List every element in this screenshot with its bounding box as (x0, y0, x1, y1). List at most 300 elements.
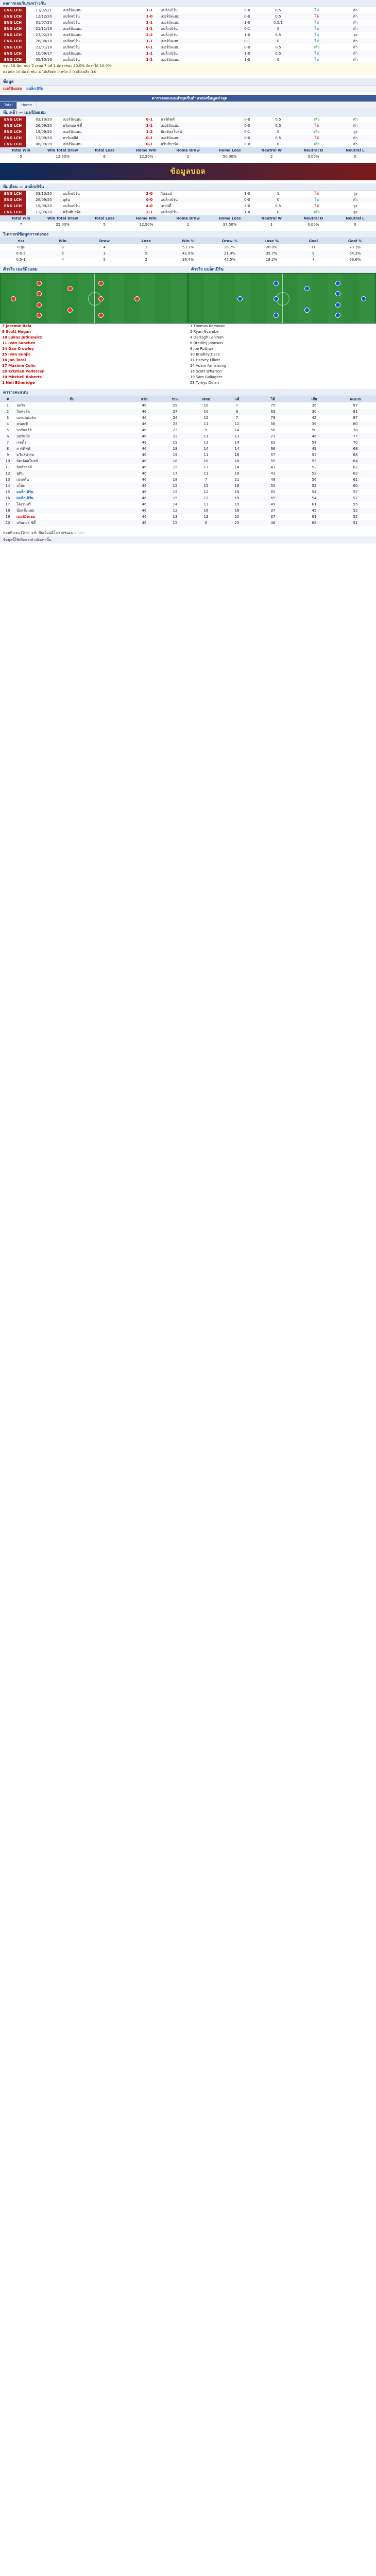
standing-cell: 18 (160, 446, 191, 452)
handicap-result: เสีย (314, 142, 320, 146)
handicap: 0 (258, 26, 299, 32)
standings-row (0, 489, 376, 495)
team-name: เบรนท์ฟอร์ด (16, 415, 36, 420)
league-badge: ENG LCH (0, 26, 26, 32)
over-under: ต่ำ (335, 197, 376, 203)
standing-cell: 11 (203, 453, 209, 457)
odds-row (0, 250, 376, 257)
standing-cell: 61 (353, 478, 358, 482)
handicap-result: ได้ (299, 123, 335, 129)
match-row (0, 116, 376, 123)
column-header: Home Loss (209, 215, 251, 222)
home-team: บริสตอล ซิตี้ (62, 123, 139, 129)
score: 4-0 (146, 204, 153, 208)
standing-cell: 21 (234, 478, 240, 482)
standing-cell: 19 (173, 453, 178, 457)
standing-cell: 7 (6, 440, 9, 445)
away-recent-header: ทีมเยือน — แบล็กเบิร์น (0, 183, 376, 191)
standing-cell: 30 (294, 409, 335, 415)
team-name: มิดเดิลสโบรห์ (15, 458, 129, 464)
away-team: มิดเดิลสโบรห์ (161, 129, 182, 134)
handicap: 0.5 (258, 13, 299, 20)
odds-cell: 6 (42, 250, 83, 257)
standings-row (0, 409, 376, 415)
stat-cell: 5 (103, 223, 106, 227)
league-badge: ENG LCH (0, 209, 26, 215)
home-team: เบอร์มิงแฮม (63, 117, 82, 122)
league-badge: ENG LCH (0, 123, 26, 129)
standing-cell: 16 (0, 495, 15, 501)
home-team: แบล็กเบิร์น (63, 204, 80, 208)
home-lineup (0, 266, 188, 386)
score: 1-1 (146, 21, 153, 25)
standings-row (0, 501, 376, 507)
home-team: แบล็กเบิร์น (63, 57, 80, 62)
standing-cell: 37 (270, 515, 276, 519)
over-under: สูง (353, 129, 357, 134)
score: 1-0 (139, 13, 160, 20)
stat-cell: 0 (354, 155, 356, 159)
odds-cell: 36.4% (182, 258, 194, 262)
league-badge: ENG LCH (0, 32, 26, 38)
standing-cell: 61 (312, 515, 317, 519)
odds-cell: 63.6% (349, 258, 361, 262)
column-header: Draw % (209, 238, 251, 244)
standing-cell: 24 (173, 416, 178, 420)
standing-cell: 46 (142, 428, 147, 432)
stat-cell: 2 (270, 155, 273, 159)
tab-home[interactable]: Home (17, 102, 37, 109)
home-team: แบล็กเบิร์น (63, 191, 80, 196)
score: 0-1 (139, 135, 160, 141)
match-row (0, 203, 376, 209)
standing-cell: 52 (294, 483, 335, 489)
handicap: 0 (258, 209, 299, 215)
home-lineup-title: ตัวจริง เบอร์มิงแฮม (0, 266, 188, 273)
standing-cell: 16 (234, 453, 240, 457)
handicap-result: ไม่ (299, 26, 335, 32)
half-time-score: 0-0 (244, 117, 250, 122)
odds-cell: 53.3% (182, 245, 194, 249)
standings-row (0, 402, 376, 409)
standing-cell: 10 (203, 403, 209, 408)
over-under: ต่ำ (335, 38, 376, 44)
standing-cell: 18 (0, 507, 15, 514)
standing-cell: 15 (5, 490, 10, 494)
standing-cell: 11 (5, 465, 10, 469)
match-row (0, 129, 376, 135)
standing-cell: 15 (173, 490, 178, 494)
odds-cell: 5 (103, 258, 106, 262)
away-team: เคาน์ตี้ (161, 204, 172, 208)
player-name: 10 Lukas Jutkiewicz (2, 335, 42, 340)
standing-cell: 13 (203, 515, 209, 519)
team-name: น็อตติ้งแฮม (15, 507, 129, 514)
standing-cell: 19 (221, 495, 252, 501)
standing-cell: 46 (129, 483, 160, 489)
league-badge: ENG LCH (0, 20, 26, 26)
player-name: 10 Bradley Dack (190, 352, 220, 357)
home-pitch (0, 273, 188, 324)
standing-cell: 11 (191, 421, 221, 427)
standing-cell: 11 (191, 470, 221, 477)
standing-cell: 17 (203, 465, 209, 469)
over-under: สูง (353, 32, 357, 37)
standing-cell: 49 (270, 478, 276, 482)
standing-cell: 46 (129, 458, 160, 464)
odds-cell: 73.3% (349, 245, 361, 249)
standing-cell: 97 (353, 403, 358, 408)
team-name: ควีนส์ปาร์ค (16, 452, 35, 457)
score: 0-1 (146, 142, 153, 146)
column-header: แพ้ (221, 396, 252, 402)
home-team: ควีนส์ปาร์ค (62, 209, 139, 215)
column-header: Home Win (125, 147, 167, 154)
standing-cell: 22 (160, 433, 191, 439)
standing-cell: 66 (252, 446, 294, 452)
stat-cell: 12.50% (139, 223, 153, 227)
standing-cell: 52 (312, 465, 317, 469)
column-header: Neutral L (334, 215, 376, 222)
player-name: 11 Ivan Sanchez (2, 341, 36, 345)
standing-cell: 65 (270, 490, 276, 494)
standing-cell: 61 (312, 502, 317, 506)
standing-cell: 13 (203, 502, 209, 506)
match-row (0, 123, 376, 129)
column-header: ได้ (252, 396, 294, 402)
tab-total[interactable]: Total (0, 102, 17, 109)
match-row (0, 44, 376, 50)
away-team: คาร์ดิฟฟ์ (161, 117, 175, 122)
away-team: เบอร์มิงแฮม (160, 38, 237, 44)
league-badge: ENG LCH (0, 13, 26, 20)
column-header: # (0, 396, 15, 402)
standing-cell: 18 (221, 470, 252, 477)
half-time-score: 0-0 (244, 142, 250, 146)
standing-cell: 62 (353, 465, 358, 469)
stat-cell: 50.00% (223, 155, 237, 159)
handicap: 1 (277, 192, 280, 196)
column-header: เสมอ (191, 396, 221, 402)
standings-row (0, 483, 376, 489)
handicap-result: ได้ (314, 204, 319, 208)
score: 0-1 (146, 45, 153, 49)
match-date: 10/09/17 (26, 50, 62, 57)
player-name: 11 Harvey Elliott (190, 358, 220, 362)
half-time-score: 1-0 (237, 50, 258, 57)
column-header: Lose (125, 238, 167, 244)
score: 1-1 (146, 8, 153, 12)
half-time-score: 0-1 (244, 130, 250, 134)
match-date: 12/09/20 (26, 135, 62, 141)
score: 1-1 (139, 123, 160, 129)
half-time-score: 0-0 (237, 123, 258, 129)
match-date: 19/09/20 (36, 204, 52, 208)
standing-cell: 60 (335, 483, 376, 489)
away-team: แบล็กเบิร์น (161, 8, 178, 12)
score: 1-1 (139, 26, 160, 32)
standing-cell: 57 (353, 490, 358, 494)
over-under: ต่ำ (353, 57, 358, 62)
standing-cell: 52 (294, 470, 335, 477)
standing-cell: 46 (142, 416, 147, 420)
standing-cell: 55 (353, 502, 358, 506)
standing-cell: 46 (294, 433, 335, 439)
standing-cell: 25 (221, 520, 252, 526)
stat-cell: 5 (20, 155, 22, 159)
standings-row (0, 439, 376, 446)
standing-cell: 14 (234, 440, 240, 445)
standing-cell: 57 (270, 453, 276, 457)
h2h-summary: สรุป 10 นัด: ชนะ 2 เสมอ 7 แพ้ 1 อัตราชนะ 20.0% อัตราได้ 10.0% (0, 63, 376, 69)
standing-cell: 8 (0, 446, 15, 452)
handicap-result: ไม่ (314, 20, 319, 25)
away-team: แบล็กเบิร์น (161, 32, 178, 37)
standing-cell: 12 (221, 421, 252, 427)
handicap: 0.5 (275, 117, 281, 122)
odds-cell: 5 (125, 250, 167, 257)
standing-cell: 46 (129, 409, 160, 415)
column-header: ชนะ (160, 396, 191, 402)
column-header: Win Total Draw (42, 215, 83, 222)
standing-cell: 65 (252, 495, 294, 501)
legend-home: เบอร์มิงแฮม (3, 87, 22, 91)
match-date: 19/09/20 (36, 130, 52, 134)
standing-cell: 12 (160, 507, 191, 514)
over-under: ต่ำ (335, 26, 376, 32)
odds-cell: 42.9% (167, 250, 209, 257)
away-team: แบล็กเบิร์น (160, 197, 237, 203)
promo-banner[interactable]: ข้อมูลบอล (0, 163, 376, 180)
standing-cell: 53 (294, 458, 335, 464)
handicap-result: ไม่ (314, 32, 319, 37)
standing-cell: 42 (312, 416, 317, 420)
standing-cell: 9 (6, 453, 9, 457)
standing-cell: 78 (353, 428, 358, 432)
player-name: 20 Kristian Pedersen (2, 369, 45, 374)
standing-cell: 46 (142, 515, 147, 519)
standing-cell: 7 (204, 478, 208, 482)
odds-cell: 35.7% (251, 250, 293, 257)
standing-cell: 16 (221, 483, 252, 489)
standing-cell: 45 (294, 507, 335, 514)
standing-cell: 10 (0, 458, 15, 464)
handicap-result: ไม่ (299, 38, 335, 44)
handicap: 0.5 (275, 204, 281, 208)
away-stats-table (0, 215, 376, 228)
match-row (0, 191, 376, 197)
column-header: Home Loss (209, 147, 251, 154)
standing-cell: 16 (191, 507, 221, 514)
home-team: แบล็กเบิร์น (62, 38, 139, 44)
home-team: ลูตัน (62, 197, 139, 203)
odds-cell: 21.4% (209, 250, 251, 257)
recent-tabs (0, 102, 376, 109)
home-stats-table (0, 147, 376, 160)
score: 2-2 (146, 33, 153, 37)
away-team: วีคอมบ์ (161, 191, 172, 196)
over-under: สูง (353, 204, 357, 208)
team-name: โคเวนทรี (16, 502, 31, 506)
standing-cell: 15 (191, 483, 221, 489)
standing-cell: 13 (221, 433, 252, 439)
score: 3-0 (146, 192, 153, 196)
handicap-result: ได้ (299, 13, 335, 20)
standing-cell: 46 (142, 403, 147, 408)
h2h-summary-2: ต่อหนัก 10 ต่อ 0 ชนะ 4 ได้เสียต่อ 0 หนัก 2.0 เสียเฉลี่ย 0.0 (0, 69, 376, 75)
standing-cell: 10 (191, 458, 221, 464)
standings-row (0, 514, 376, 520)
league-badge: ENG LCH (0, 38, 26, 44)
column-header: คะแนน (335, 396, 376, 402)
column-header: Lose % (251, 238, 293, 244)
league-badge: ENG LCH (0, 141, 26, 147)
half-time-score: 1-0 (244, 33, 250, 37)
column-header: Win Total Draw (42, 147, 83, 154)
half-time-score: 1-0 (244, 21, 250, 25)
odds-cell: 0-0.5 (0, 250, 42, 257)
stat-cell: 0.00% (307, 155, 319, 159)
handicap-result: เสีย (314, 117, 320, 122)
away-team: ควีนส์ปาร์ค (161, 142, 179, 146)
standing-cell: 46 (129, 507, 160, 514)
player-name: 6 Bradley Johnson (190, 341, 223, 345)
half-time-score: 0-0 (237, 197, 258, 203)
standing-cell: 18 (173, 478, 178, 482)
away-team: แบล็กเบิร์น (160, 26, 237, 32)
standing-cell: 68 (353, 453, 358, 457)
team-name: ลูตัน (15, 470, 129, 477)
standing-cell: 20 (234, 515, 240, 519)
column-header: เสีย (294, 396, 335, 402)
away-team: เบอร์มิงแฮม (160, 13, 237, 20)
home-team: เบอร์มิงแฮม (62, 26, 139, 32)
match-date: 26/09/20 (26, 123, 62, 129)
standing-cell: 56 (252, 421, 294, 427)
handicap: 0.5 (258, 123, 299, 129)
handicap-result: ไม่ (299, 50, 335, 57)
match-date: 26/08/18 (26, 38, 62, 44)
standing-cell: 57 (335, 495, 376, 501)
standing-cell: 13 (173, 515, 178, 519)
player-name: 17 Maxime Colin (2, 364, 36, 368)
over-under: สูง (335, 209, 376, 215)
handicap-result: เสีย (314, 45, 320, 49)
handicap-result: ไม่ (314, 8, 319, 12)
match-row (0, 26, 376, 32)
half-time-score: 0-0 (244, 45, 250, 49)
match-date: 21/11/19 (26, 26, 62, 32)
column-header: Home Win (125, 215, 167, 222)
standing-cell: 63 (252, 409, 294, 415)
home-recent-table (0, 116, 376, 147)
standing-cell: 54 (312, 440, 317, 445)
odds-cell: 11 (311, 245, 316, 249)
match-date: 08/09/20 (36, 142, 52, 146)
team-name: เปรสตัน (16, 477, 29, 482)
standing-cell: 7 (235, 416, 238, 420)
score: 1-1 (139, 50, 160, 57)
column-header: Total Win (0, 215, 42, 222)
match-row (0, 38, 376, 44)
odds-row (0, 257, 376, 263)
standing-cell: 13 (5, 478, 10, 482)
standing-cell: 46 (129, 421, 160, 427)
standing-cell: 41 (252, 470, 294, 477)
odds-cell: 9 (293, 250, 334, 257)
stat-cell: 2 (186, 223, 190, 227)
match-date: 03/10/20 (36, 117, 52, 122)
standing-cell: 37 (252, 507, 294, 514)
handicap: 0 (258, 38, 299, 44)
standing-cell: 68 (335, 446, 376, 452)
handicap: 0 (277, 130, 280, 134)
standing-cell: 6 (191, 520, 221, 526)
team-name: นอริช (16, 403, 26, 408)
standing-cell: 2 (0, 409, 15, 415)
h2h-table (0, 7, 376, 63)
player-name: 23 Tyrhys Dolan (190, 381, 219, 385)
column-header: แข่ง (129, 396, 160, 402)
handicap: 0.5 (275, 8, 281, 12)
odds-cell: 18.2% (266, 258, 278, 262)
match-row (0, 50, 376, 57)
away-team: เบอร์มิงแฮม (160, 135, 237, 141)
player-name: 1 Neil Etheridge (2, 381, 35, 385)
odds-header: วิเคราะห์ข้อมูลการต่อรอง (0, 231, 376, 238)
match-date: 05/10/16 (36, 58, 52, 62)
score: 0-1 (146, 117, 153, 122)
home-team: แบล็กเบิร์น (63, 45, 80, 49)
standing-cell: 64 (335, 458, 376, 464)
over-under: ต่ำ (335, 50, 376, 57)
standing-cell: 1 (6, 403, 9, 408)
match-date: 01/07/20 (36, 21, 52, 25)
standing-cell: 62 (335, 470, 376, 477)
standings-row (0, 477, 376, 483)
away-team: เบอร์มิงแฮม (161, 45, 180, 49)
player-name: 14 Adam Armstrong (190, 364, 227, 368)
standing-cell: 46 (142, 440, 147, 445)
player-name: 8 Joe Rothwell (190, 347, 216, 351)
away-pitch (188, 273, 376, 324)
handicap-result: ไม่ (314, 57, 319, 62)
half-time-score: 1-0 (244, 192, 250, 196)
team-name: เรดดิ้ง (16, 440, 26, 445)
column-header: Goal (293, 238, 334, 244)
stat-cell: 25.00% (56, 223, 70, 227)
handicap-result: ได้ (299, 135, 335, 141)
team-name: คาร์ดิฟฟ์ (15, 446, 129, 452)
column-header: Neutral W (251, 215, 293, 222)
legend-row (0, 86, 376, 92)
home-team: เบอร์มิงแฮม (63, 8, 82, 12)
handicap: 0.5/1 (274, 21, 283, 25)
footer-note: คอมพิวเตอร์วิเคราะห์: ทีมเยือนมีโอกาสชนะมากกว่า (3, 531, 84, 535)
home-team: เบอร์มิงแฮม (62, 50, 139, 57)
standing-cell: 91 (335, 409, 376, 415)
standing-cell: 20 (0, 520, 15, 526)
standing-cell: 46 (129, 520, 160, 526)
standing-cell: 14 (234, 428, 240, 432)
handicap: 0.5 (275, 45, 281, 49)
standing-cell: 46 (142, 465, 147, 469)
handicap: 0.5 (258, 135, 299, 141)
standing-cell: 19 (5, 515, 10, 519)
half-time-score: 2-0 (244, 204, 250, 208)
over-under: ต่ำ (353, 45, 358, 49)
odds-cell: 4 (61, 258, 64, 262)
